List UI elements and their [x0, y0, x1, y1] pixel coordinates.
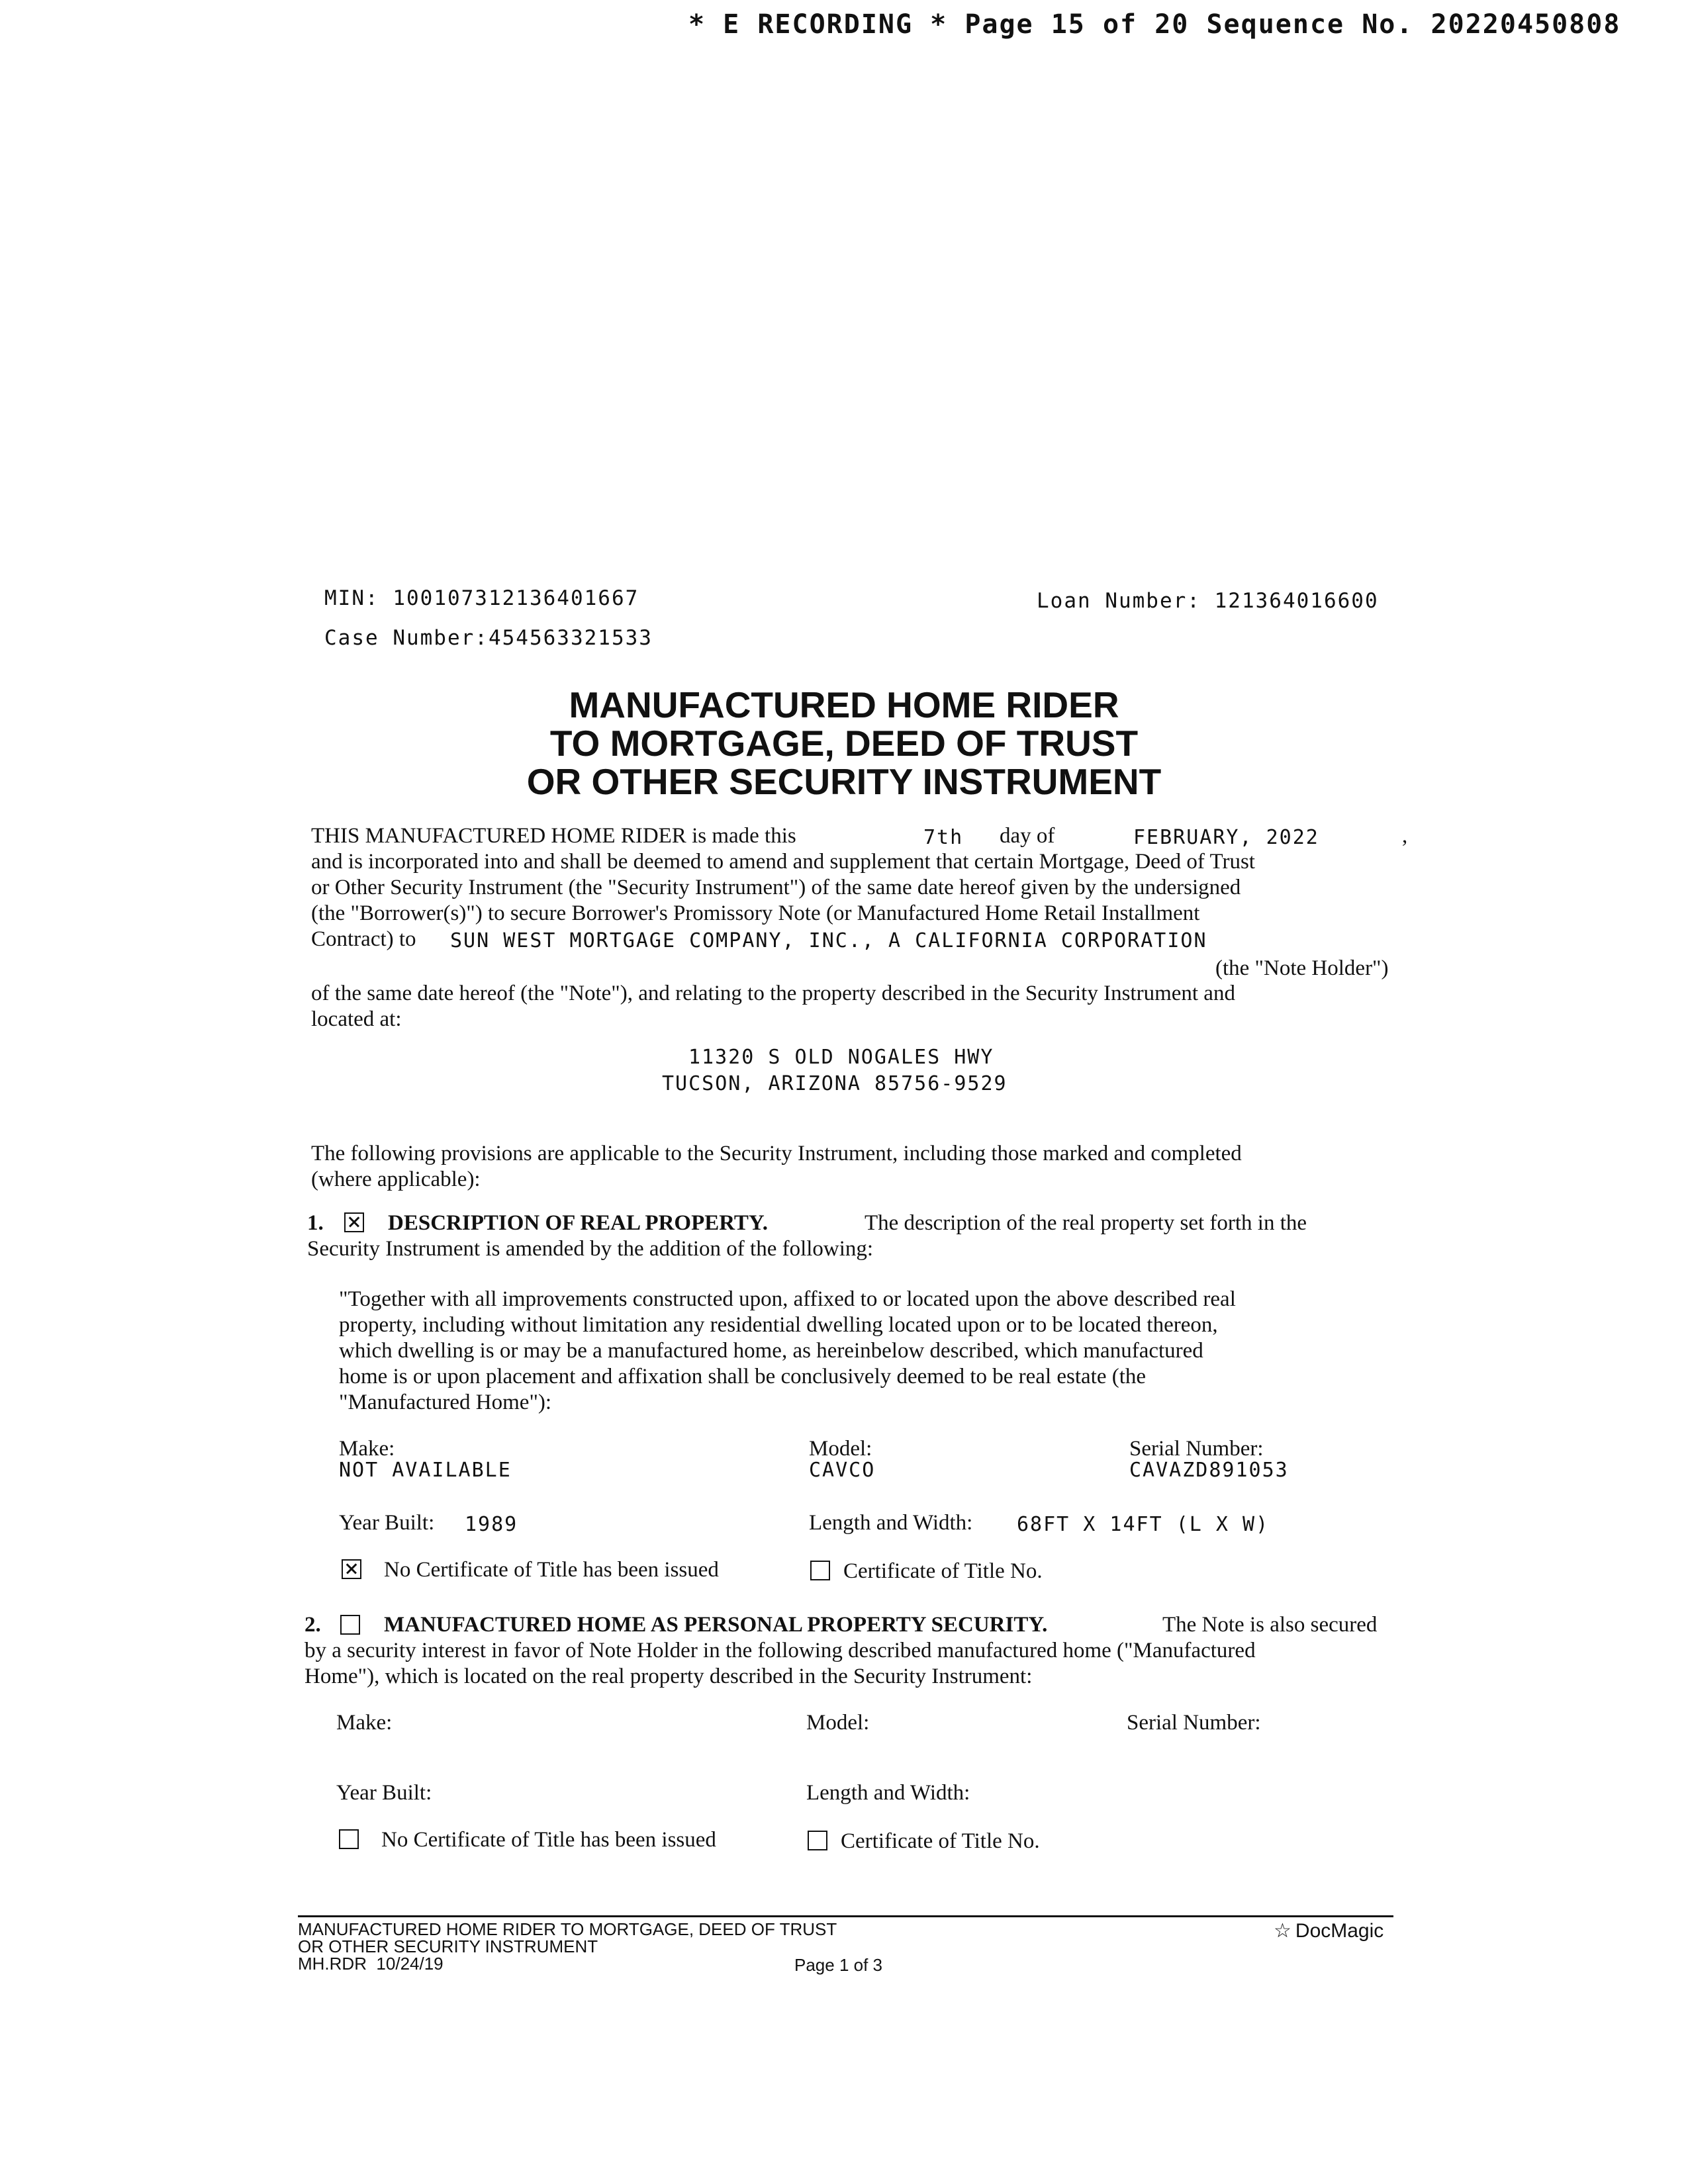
section-1-year-value: 1989 — [465, 1513, 518, 1536]
property-address-line-2: TUCSON, ARIZONA 85756-9529 — [662, 1072, 1008, 1095]
intro-line-4: (the "Borrower(s)") to secure Borrower's Promissory Note (or Manufactured Home Retail Installment — [311, 901, 1200, 925]
rider-month-year: FEBRUARY, 2022 — [1133, 826, 1319, 849]
min-value: 100107312136401667 — [393, 586, 639, 610]
intro-line-3: or Other Security Instrument (the "Security Instrument") of the same date hereof given by the undersigned — [311, 876, 1241, 899]
document-title — [0, 686, 1688, 801]
section-2-year-label: Year Built: — [336, 1781, 432, 1805]
case-number-value: 454563321533 — [488, 626, 653, 650]
intro-line-8: located at: — [311, 1007, 402, 1031]
footer-rule — [298, 1915, 1393, 1917]
footer-page-number: Page 1 of 3 — [794, 1955, 882, 1975]
section-1-length-width-value: 68FT X 14FT (L X W) — [1017, 1513, 1270, 1536]
property-address-line-1: 11320 S OLD NOGALES HWY — [688, 1046, 994, 1069]
section-1-quote-1: "Together with all improvements constructed upon, affixed to or located upon the above described real — [339, 1287, 1236, 1311]
section-1-quote-5: "Manufactured Home"): — [339, 1390, 552, 1414]
section-1-model-label: Model: — [809, 1437, 872, 1461]
section-1-text-b: Security Instrument is amended by the addition of the following: — [307, 1237, 874, 1261]
section-1-make-value: NOT AVAILABLE — [339, 1459, 512, 1482]
section-1-number: 1. — [307, 1211, 324, 1235]
intro-line-2: and is incorporated into and shall be deemed to amend and supplement that certain Mortgage, Deed of Trust — [311, 850, 1255, 874]
intro-comma: , — [1402, 824, 1408, 848]
intro-line-7: of the same date hereof (the "Note"), and relating to the property described in the Security Instrument and — [311, 981, 1235, 1005]
title-line-1: MANUFACTURED HOME RIDER — [569, 684, 1119, 725]
section-1-serial-value: CAVAZD891053 — [1129, 1459, 1289, 1482]
intro-text-a: THIS MANUFACTURED HOME RIDER is made this — [311, 824, 796, 848]
section-2-checkbox[interactable] — [340, 1615, 360, 1635]
section-1-serial-label: Serial Number: — [1129, 1437, 1264, 1461]
section-1-no-title-checkbox[interactable] — [342, 1559, 361, 1579]
title-line-2: TO MORTGAGE, DEED OF TRUST — [549, 723, 1139, 764]
intro-line-1 — [311, 823, 796, 848]
footer-line-3: MH.RDR 10/24/19 — [298, 1954, 444, 1974]
section-1-quote-4: home is or upon placement and affixation shall be conclusively deemed to be real estate (the — [339, 1365, 1147, 1388]
section-2-number: 2. — [305, 1613, 321, 1637]
lender-name: SUN WEST MORTGAGE COMPANY, INC., A CALIFORNIA CORPORATION — [450, 929, 1207, 952]
section-2-no-title-label: No Certificate of Title has been issued — [381, 1828, 716, 1852]
recording-header: * E RECORDING * Page 15 of 20 Sequence No. 20220450808 — [688, 9, 1621, 40]
section-2-make-label: Make: — [336, 1711, 393, 1735]
docmagic-logo-text: DocMagic — [1295, 1920, 1384, 1942]
section-2-title-checkbox[interactable] — [808, 1831, 827, 1850]
section-1-year-label: Year Built: — [339, 1511, 435, 1535]
section-2-length-width-label: Length and Width: — [806, 1781, 970, 1805]
section-1-title-checkbox[interactable] — [810, 1561, 830, 1580]
section-1-text-a: The description of the real property set forth in the — [865, 1211, 1307, 1235]
section-2-no-title-checkbox[interactable] — [339, 1829, 359, 1849]
section-1-title-label: Certificate of Title No. — [843, 1559, 1043, 1583]
loan-number-value: 121364016600 — [1214, 589, 1379, 613]
section-1-no-title-label: No Certificate of Title has been issued — [384, 1558, 719, 1582]
section-1-model-value: CAVCO — [809, 1459, 876, 1482]
rider-day: 7th — [923, 826, 964, 849]
section-2-model-label: Model: — [806, 1711, 870, 1735]
section-2-text-a: The Note is also secured — [1162, 1613, 1378, 1637]
section-1-quote-3: which dwelling is or may be a manufactured home, as hereinbelow described, which manufactured — [339, 1339, 1203, 1363]
section-2-line-3: Home"), which is located on the real property described in the Security Instrument: — [305, 1664, 1033, 1688]
intro-text-contract: Contract) to — [311, 927, 416, 951]
section-2-serial-label: Serial Number: — [1127, 1711, 1261, 1735]
section-1-quote-2: property, including without limitation any residential dwelling located upon or to be located thereon, — [339, 1313, 1218, 1337]
note-holder-label: (the "Note Holder") — [1215, 956, 1389, 980]
section-1-heading: DESCRIPTION OF REAL PROPERTY. — [388, 1211, 768, 1235]
provisions-line-2: (where applicable): — [311, 1167, 481, 1191]
section-2-line-2: by a security interest in favor of Note Holder in the following described manufactured home ("Manufactured — [305, 1639, 1256, 1662]
case-number-line — [324, 626, 653, 650]
docmagic-logo — [1274, 1919, 1383, 1942]
loan-number-label: Loan Number: — [1037, 589, 1201, 613]
section-1-length-width-label: Length and Width: — [809, 1511, 973, 1535]
provisions-line-1: The following provisions are applicable to the Security Instrument, including those marked and completed — [311, 1142, 1242, 1165]
section-2-title-label: Certificate of Title No. — [841, 1829, 1040, 1853]
section-2-heading: MANUFACTURED HOME AS PERSONAL PROPERTY SECURITY. — [384, 1613, 1048, 1637]
section-1-make-label: Make: — [339, 1437, 395, 1461]
section-1-checkbox[interactable] — [344, 1212, 364, 1232]
star-icon: ☆ — [1274, 1920, 1291, 1942]
title-line-3: OR OTHER SECURITY INSTRUMENT — [526, 761, 1162, 802]
intro-text-b: day of — [1000, 824, 1055, 848]
loan-number-line — [1037, 589, 1379, 613]
min-line — [324, 586, 639, 610]
footer-line-1: MANUFACTURED HOME RIDER TO MORTGAGE, DEED OF TRUST — [298, 1919, 837, 1939]
case-number-label: Case Number: — [324, 626, 489, 650]
footer-line-2: OR OTHER SECURITY INSTRUMENT — [298, 1936, 598, 1956]
min-label: MIN: — [324, 586, 379, 610]
